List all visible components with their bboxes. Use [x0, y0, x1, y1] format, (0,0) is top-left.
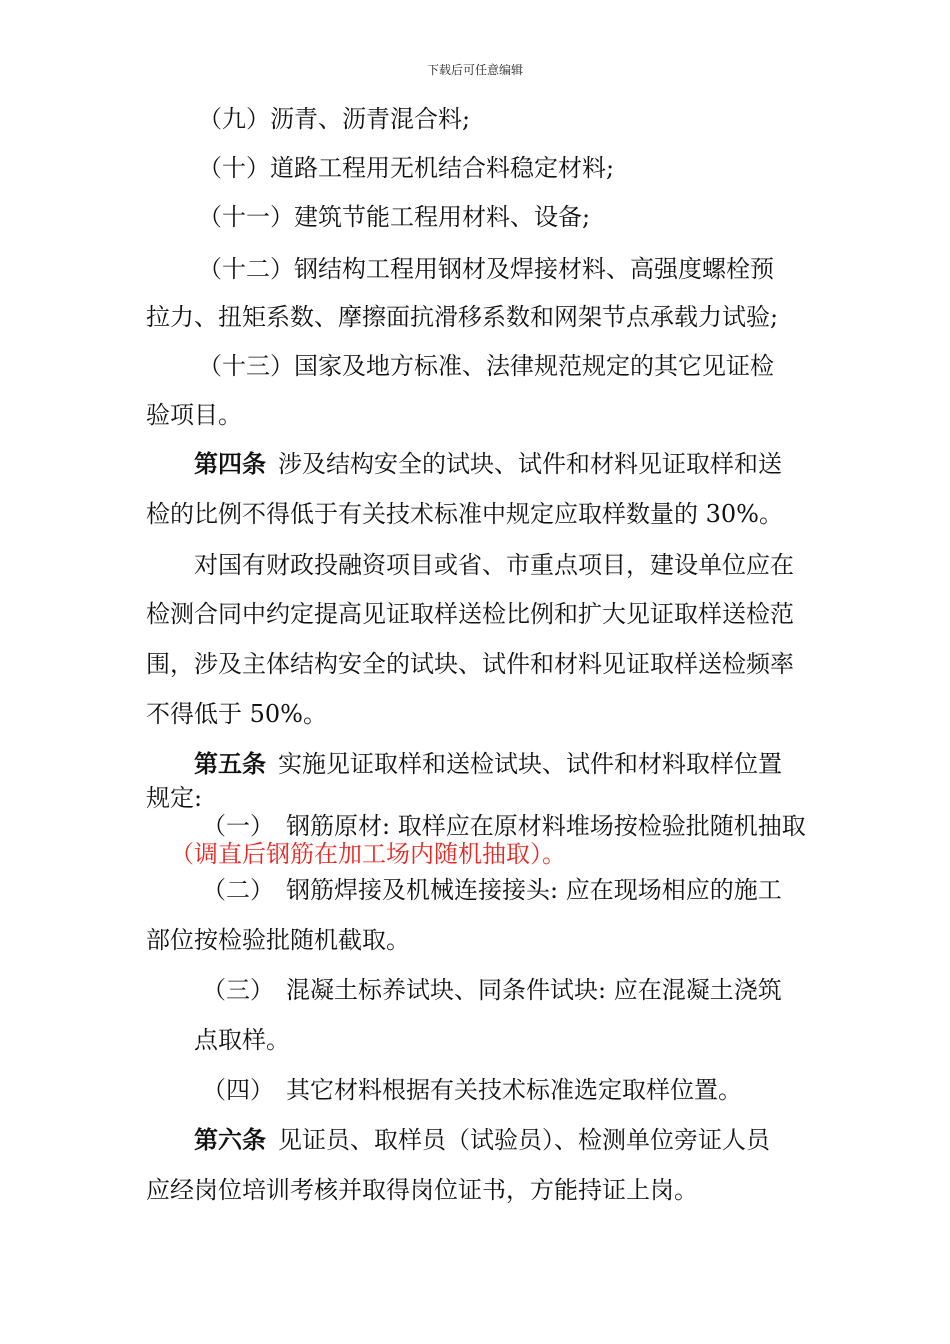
article-5-item-2-line2: 部位按检验批随机截取。: [146, 926, 410, 954]
article-6-line2: 应经岗位培训考核并取得岗位证书，方能持证上岗。: [146, 1176, 698, 1204]
article-5-item-4: [202, 1074, 742, 1106]
article-6-line1: [194, 1124, 770, 1156]
item-4-text: 其它材料根据有关技术标准选定取样位置。: [286, 1076, 742, 1104]
list-item-13-line1: （十三）国家及地方标准、法律规范规定的其它见证检: [198, 352, 774, 380]
page-header-note: 下载后可任意编辑: [426, 63, 523, 77]
item-3-text: 混凝土标养试块、同条件试块: 应在混凝土浇筑: [286, 976, 782, 1004]
article-5-heading: 第五条: [194, 749, 266, 778]
article-4-para2-line4: 不得低于 50%。: [146, 700, 327, 728]
list-item-13-line2: 验项目。: [146, 401, 242, 429]
list-item-10: （十）道路工程用无机结合料稳定材料;: [198, 154, 615, 182]
article-4-para2-line2: 检测合同中约定提高见证取样送检比例和扩大见证取样送检范: [146, 600, 794, 628]
list-item-11: （十一）建筑节能工程用材料、设备;: [198, 203, 591, 231]
item-1-number: （一）: [202, 812, 274, 840]
article-4-text: 涉及结构安全的试块、试件和材料见证取样和送: [278, 450, 782, 478]
list-item-12-line1: （十二）钢结构工程用钢材及焊接材料、高强度螺栓预: [198, 255, 774, 283]
item-3-number: （三）: [202, 976, 274, 1004]
article-4-line2: 检的比例不得低于有关技术标准中规定应取样数量的 30%。: [146, 500, 783, 528]
article-5-line2: 规定:: [146, 784, 203, 812]
list-item-12-line2: 拉力、扭矩系数、摩擦面抗滑移系数和网架节点承载力试验;: [146, 303, 779, 331]
item-2-number: （二）: [202, 876, 274, 904]
item-2-text: 钢筋焊接及机械连接接头: 应在现场相应的施工: [286, 876, 782, 904]
article-5-item-3: [202, 974, 782, 1006]
article-5-item-3-line2: 点取样。: [194, 1026, 290, 1054]
article-4-line1: [194, 448, 782, 480]
article-4-para2-line3: 围，涉及主体结构安全的试块、试件和材料见证取样送检频率: [146, 650, 794, 678]
item-4-number: （四）: [202, 1076, 274, 1104]
article-4-heading: 第四条: [194, 449, 266, 478]
item-1-red-note: （调直后钢筋在加工场内随机抽取）。: [170, 840, 566, 868]
item-1-text: 钢筋原材: 取样应在原材料堆场按检验批随机抽取: [286, 812, 806, 840]
article-4-para2-line1: 对国有财政投融资项目或省、市重点项目，建设单位应在: [194, 551, 794, 579]
list-item-9: （九）沥青、沥青混合料;: [198, 105, 471, 133]
article-5-text: 实施见证取样和送检试块、试件和材料取样位置: [278, 750, 782, 778]
article-6-heading: 第六条: [194, 1125, 266, 1154]
article-5-line1: [194, 748, 782, 780]
article-6-text: 见证员、取样员（试验员）、检测单位旁证人员: [278, 1126, 770, 1154]
article-5-item-2: [202, 874, 782, 906]
